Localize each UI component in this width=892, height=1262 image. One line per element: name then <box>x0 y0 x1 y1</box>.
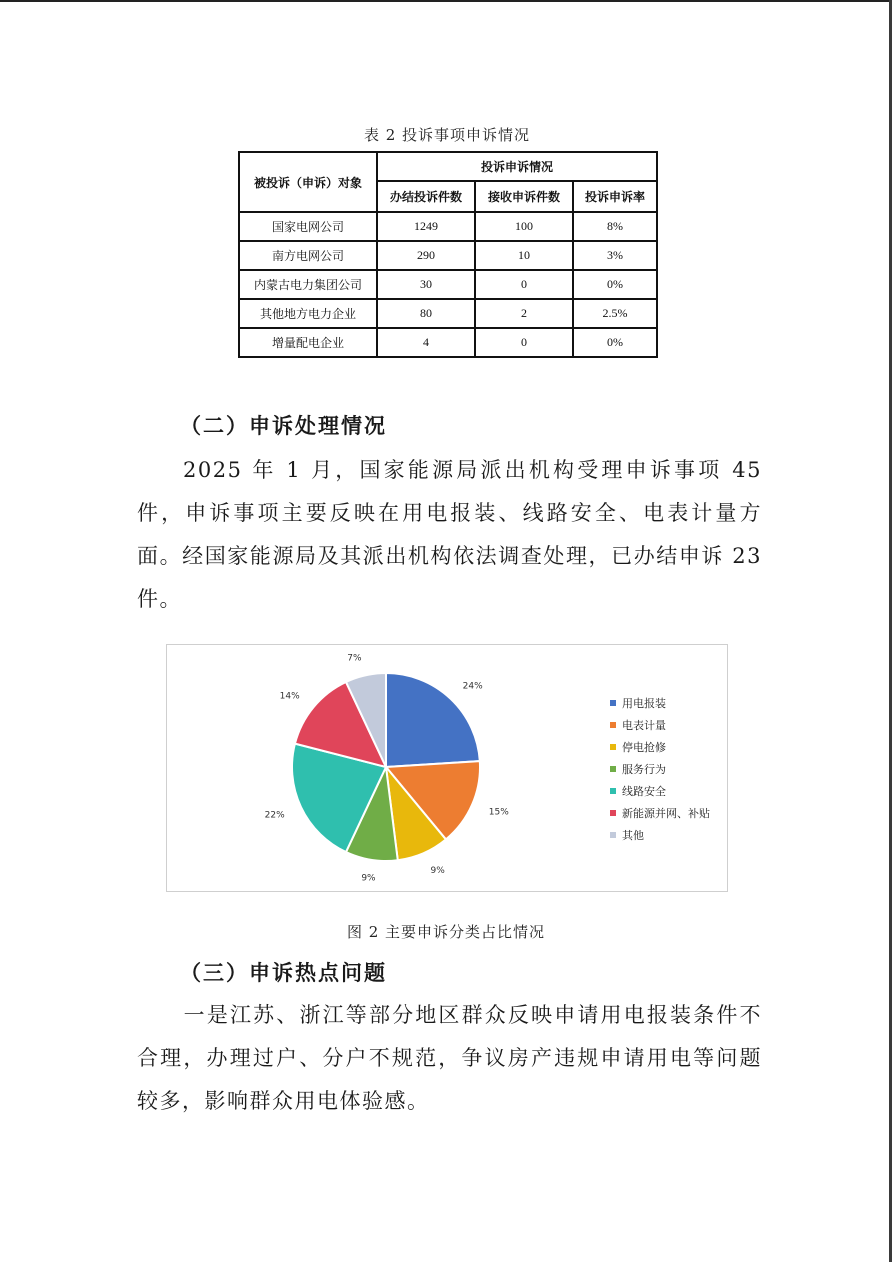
row-closed: 80 <box>377 299 475 328</box>
row-appeals: 2 <box>475 299 573 328</box>
row-rate: 3% <box>573 241 657 270</box>
legend-label: 用电报装 <box>622 697 666 710</box>
pie-label-5: 14% <box>279 691 300 702</box>
header-appeals: 接收申诉件数 <box>475 181 573 212</box>
legend-item <box>610 780 710 802</box>
section2-paragraph-text: 2025 年 1 月，国家能源局派出机构受理申诉事项 45 件，申诉事项主要反映在用电报装、线路安全、电表计量方面。经国家能源局及其派出机构依法调查处理，已办结申诉 23 件。 <box>137 458 762 611</box>
legend-swatch <box>610 766 616 772</box>
pie-label-0: 24% <box>462 681 483 692</box>
header-object: 被投诉（申诉）对象 <box>239 152 377 212</box>
row-closed: 4 <box>377 328 475 357</box>
row-rate: 0% <box>573 270 657 299</box>
legend-label: 线路安全 <box>622 785 666 798</box>
row-appeals: 0 <box>475 270 573 299</box>
row-name: 其他地方电力企业 <box>239 299 377 328</box>
row-closed: 1249 <box>377 212 475 241</box>
row-name: 内蒙古电力集团公司 <box>239 270 377 299</box>
header-group: 投诉申诉情况 <box>377 152 657 181</box>
legend-label: 其他 <box>622 829 644 842</box>
pie-label-1: 15% <box>488 807 509 818</box>
pie-label-3: 9% <box>361 873 376 884</box>
pie-label-2: 9% <box>430 865 445 876</box>
legend-item <box>610 714 710 736</box>
row-appeals: 100 <box>475 212 573 241</box>
legend-swatch <box>610 722 616 728</box>
row-name: 国家电网公司 <box>239 212 377 241</box>
legend-swatch <box>610 810 616 816</box>
section3-paragraph <box>137 994 762 1123</box>
row-closed: 290 <box>377 241 475 270</box>
section3-heading: （三）申诉热点问题 <box>180 960 387 985</box>
header-closed: 办结投诉件数 <box>377 181 475 212</box>
legend-label: 服务行为 <box>622 763 666 776</box>
row-rate: 2.5% <box>573 299 657 328</box>
section3-paragraph-text: 一是江苏、浙江等部分地区群众反映申请用电报装条件不合理，办理过户、分户不规范，争议房产违规申请用电等问题较多，影响群众用电体验感。 <box>137 1003 762 1113</box>
figure-caption: 图 2 主要申诉分类占比情况 <box>346 923 546 941</box>
header-rate: 投诉申诉率 <box>573 181 657 212</box>
legend-item <box>610 802 710 824</box>
legend-swatch <box>610 744 616 750</box>
legend-item <box>610 824 710 846</box>
row-name: 南方电网公司 <box>239 241 377 270</box>
legend-item <box>610 758 710 780</box>
row-appeals: 10 <box>475 241 573 270</box>
legend-swatch <box>610 788 616 794</box>
section2-heading: （二）申诉处理情况 <box>180 413 387 438</box>
row-rate: 8% <box>573 212 657 241</box>
legend-item <box>610 736 710 758</box>
legend-item <box>610 692 710 714</box>
legend-label: 电表计量 <box>622 719 666 732</box>
legend-label: 停电抢修 <box>622 741 666 754</box>
row-name: 增量配电企业 <box>239 328 377 357</box>
row-appeals: 0 <box>475 328 573 357</box>
row-rate: 0% <box>573 328 657 357</box>
pie-label-6: 7% <box>347 653 362 664</box>
pie-label-4: 22% <box>264 810 285 821</box>
chart-legend <box>610 692 710 846</box>
legend-label: 新能源并网、补贴 <box>622 807 710 820</box>
table-caption: 表 2 投诉事项申诉情况 <box>363 126 531 144</box>
row-closed: 30 <box>377 270 475 299</box>
legend-swatch <box>610 832 616 838</box>
legend-swatch <box>610 700 616 706</box>
